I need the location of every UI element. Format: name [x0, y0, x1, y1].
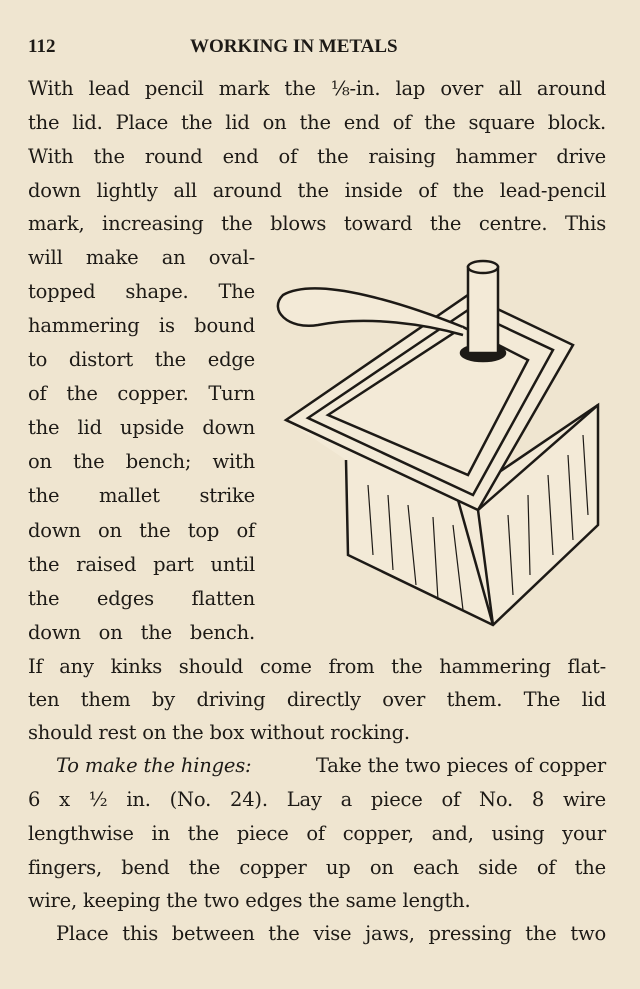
text-line: Take the two pieces of copper [315, 754, 606, 777]
text-line: mark, increasing the blows toward the centre. This [28, 212, 606, 235]
text-line: down lightly all around the inside of the lead-pencil [28, 179, 606, 202]
text-line: of the copper. Turn [28, 382, 255, 405]
text-line: hammering is bound [28, 314, 255, 337]
subheading-line [56, 753, 606, 779]
text-line: wire, keeping the two edges the same length. [28, 889, 471, 912]
subheading: To make the hinges: [56, 754, 252, 777]
text-line: the edges flatten [28, 587, 255, 610]
text-line: the mallet strike [28, 484, 255, 507]
text-line: 6 x ½ in. (No. 24). Lay a piece of No. 8 wire [28, 788, 606, 811]
text-line: down on the bench. [28, 621, 255, 644]
text-line: the lid upside down [28, 416, 255, 439]
text-line: down on the top of [28, 519, 255, 542]
text-line: If any kinks should come from the hammering flat- [28, 655, 606, 678]
running-title: WORKING IN METALS [190, 36, 398, 57]
text-line: With lead pencil mark the ⅛-in. lap over all around [28, 77, 606, 100]
text-line: the raised part until [28, 553, 255, 576]
text-line: should rest on the box without rocking. [28, 721, 410, 744]
text-line: topped shape. The [28, 280, 255, 303]
text-line: Place this between the vise jaws, pressing the two [56, 922, 606, 945]
hammer-on-block-illustration [258, 255, 603, 630]
text-line: the lid. Place the lid on the end of the square block. [28, 111, 606, 134]
page-number: 112 [28, 36, 56, 57]
text-line: fingers, bend the copper up on each side of the [28, 856, 606, 879]
text-line: to distort the edge [28, 348, 255, 371]
text-line: will make an oval- [28, 246, 255, 269]
text-line: With the round end of the raising hammer drive [28, 145, 606, 168]
text-line: ten them by driving directly over them. The lid [28, 688, 606, 711]
text-line: lengthwise in the piece of copper, and, using your [28, 822, 606, 845]
text-line: on the bench; with [28, 450, 255, 473]
